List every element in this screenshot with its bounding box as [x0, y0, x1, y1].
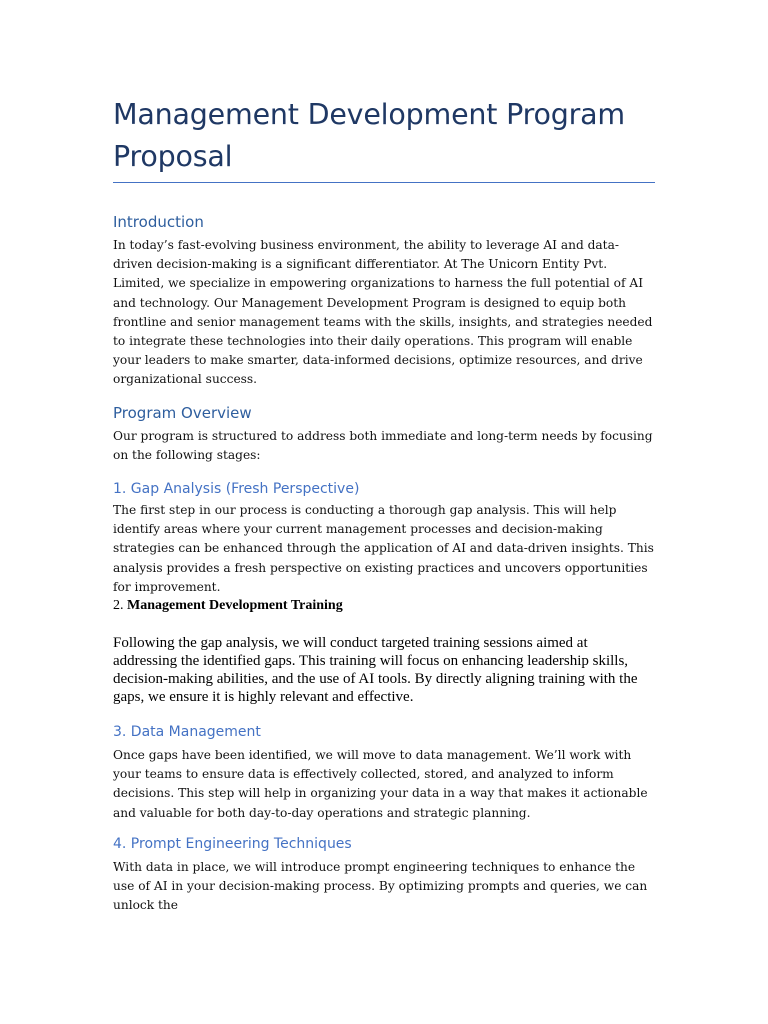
training-heading: [113, 598, 655, 614]
program-overview-paragraph: Our program is structured to address both immediate and long-term needs by focusing on the following stages:: [113, 429, 653, 463]
data-management-heading: 3. Data Management: [113, 724, 261, 740]
title-line-2: Proposal: [113, 140, 233, 173]
gap-analysis-heading: 1. Gap Analysis (Fresh Perspective): [113, 481, 360, 497]
title-block: [113, 94, 655, 183]
program-overview-heading: Program Overview: [113, 404, 252, 422]
introduction-heading: Introduction: [113, 213, 204, 231]
training-heading-title: Management Development Training: [127, 598, 343, 613]
prompt-engineering-paragraph: With data in place, we will introduce prompt engineering techniques to enhance the use of AI in your decision-making process. By optimizing prompts and queries, we can unlock the: [113, 860, 648, 913]
page-title: [113, 94, 655, 178]
training-heading-number: 2.: [113, 598, 127, 613]
introduction-paragraph: In today’s fast-evolving business environment, the ability to leverage AI and data-driven decision-making is a significant differentiator. At The Unicorn Entity Pvt. Limited, we specialize in empowering organizations to harness the full potential of AI and technology. Our Management Development Program is designed to equip both frontline and senior management teams with the skills, insights, and strategies needed to integrate these technologies into their daily operations. This program will enable your leaders to make smarter, data-informed decisions, optimize resources, and drive organizational success.: [113, 238, 653, 387]
data-management-paragraph: Once gaps have been identified, we will move to data management. We’ll work with your teams to ensure data is effectively collected, stored, and analyzed to inform decisions. This step will help in organizing your data in a way that makes it actionable and valuable for both day-to-day operations and strategic planning.: [113, 748, 648, 820]
training-paragraph: Following the gap analysis, we will conduct targeted training sessions aimed at addressing the identified gaps. This training will focus on enhancing leadership skills, decision-making abilities, and the use of AI tools. By directly aligning training with the gaps, we ensure it is highly relevant and effective.: [113, 635, 638, 705]
gap-analysis-paragraph: The first step in our process is conducting a thorough gap analysis. This will help identify areas where your current management processes and decision-making strategies can be enhanced through the application of AI and data-driven insights. This analysis provides a fresh perspective on existing practices and uncovers opportunities for improvement.: [113, 503, 654, 594]
title-underline: [113, 182, 655, 183]
prompt-engineering-heading: 4. Prompt Engineering Techniques: [113, 836, 352, 852]
title-line-1: Management Development Program: [113, 98, 625, 131]
